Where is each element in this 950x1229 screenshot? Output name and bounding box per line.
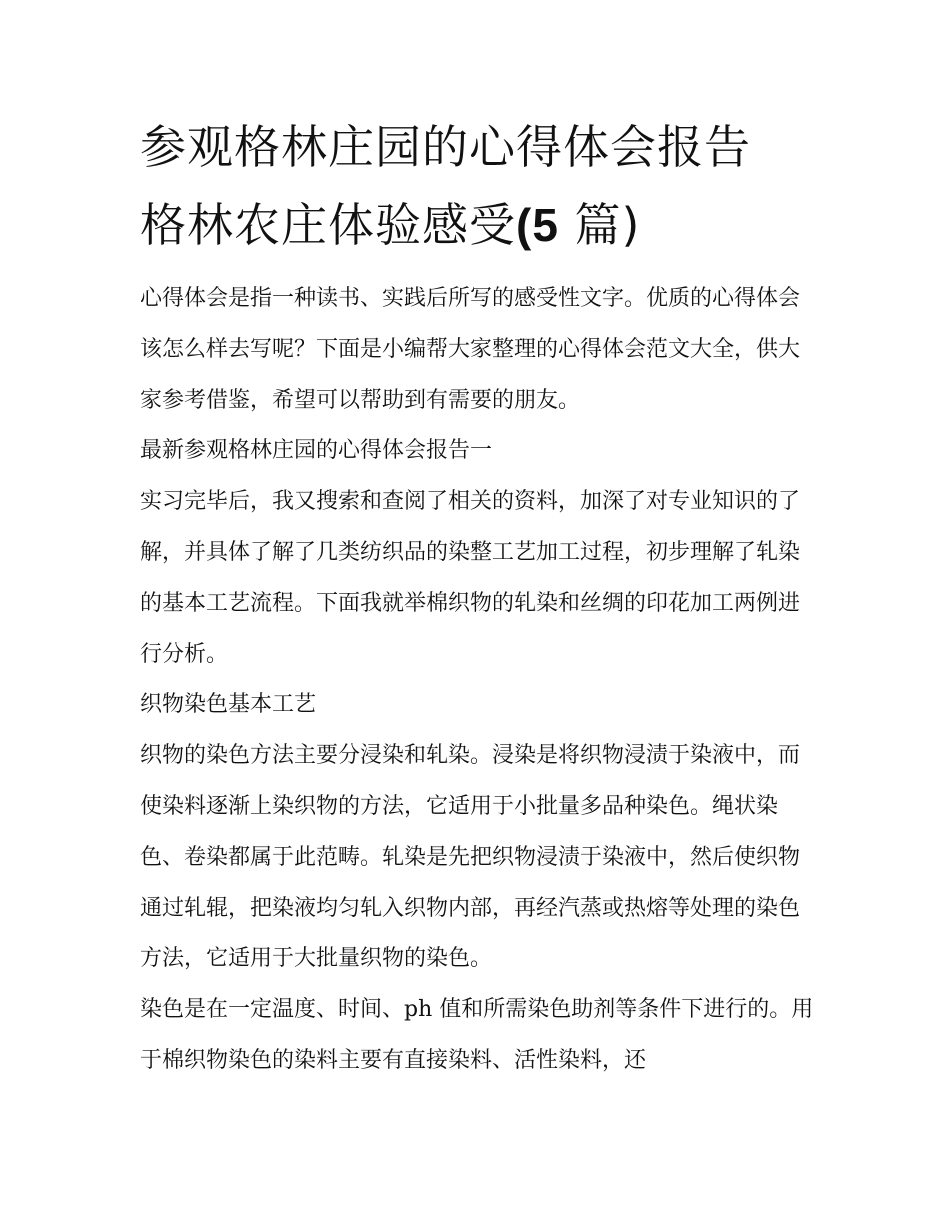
section-heading-report-1: 最新参观格林庄园的心得体会报告一	[140, 438, 493, 464]
dyeing-conditions-paragraph: 染色是在一定温度、时间、ph 值和所需染色助剂等条件下进行的。用于棉织物染色的染料主要有直接染料、活性染料，还	[140, 997, 814, 1073]
title-suffix: 篇)	[558, 198, 641, 252]
document-page	[140, 108, 820, 1087]
title-line-2	[140, 198, 641, 252]
document-body	[140, 274, 820, 1087]
intro-paragraph: 心得体会是指一种读书、实践后所写的感受性文字。优质的心得体会该怎么样去写呢？下面是小编帮大家整理的心得体会范文大全，供大家参考借鉴，希望可以帮助到有需要的朋友。	[140, 286, 801, 413]
internship-paragraph: 实习完毕后，我又搜索和查阅了相关的资料，加深了对专业知识的了解，并具体了解了几类纺织品的染整工艺加工过程，初步理解了轧染的基本工艺流程。下面我就举棉织物的轧染和丝绸的印花加工两例进行分析。	[140, 489, 801, 667]
title-paren-open: (	[516, 199, 533, 251]
title-line-1: 参观格林庄园的心得体会报告	[140, 120, 751, 174]
title-line-2-text: 格林农庄体验感受	[140, 198, 516, 252]
document-title	[140, 108, 820, 264]
dyeing-methods-paragraph: 织物的染色方法主要分浸染和轧染。浸染是将织物浸渍于染液中，而使染料逐渐上染织物的方法，它适用于小批量多品种染色。绳状染色、卷染都属于此范畴。轧染是先把织物浸渍于染液中，然后使织物通过轧辊，把染液均匀轧入织物内部，再经汽蒸或热熔等处理的染色方法，它适用于大批量织物的染色。	[140, 743, 801, 972]
section-heading-dyeing-process: 织物染色基本工艺	[140, 692, 317, 718]
title-count: 5	[532, 199, 559, 251]
